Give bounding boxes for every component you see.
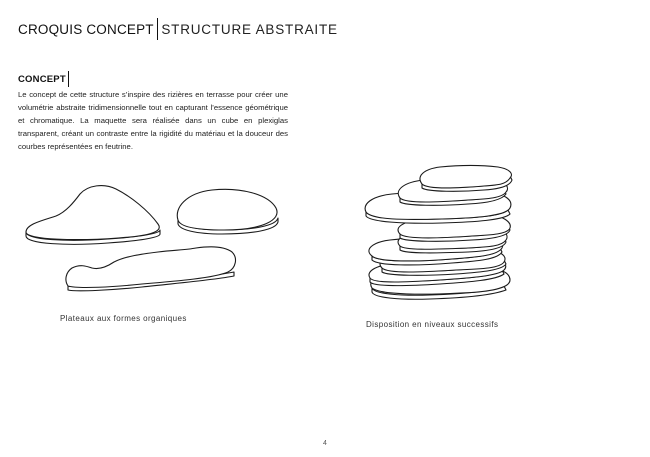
stacked-levels-sketch xyxy=(360,160,525,310)
plate-large xyxy=(26,186,160,245)
plate-elongated xyxy=(66,247,236,291)
right-figure-caption: Disposition en niveaux successifs xyxy=(366,320,499,329)
plate-oval xyxy=(177,189,278,234)
section-heading xyxy=(18,70,69,88)
concept-paragraph: Le concept de cette structure s’inspire des rizières en terrasse pour créer une volumétrie abstraite tridimensionnelle tout en capturant l’essence géométrique et chromatique. La maquette sera réalisée dans un cube en plexiglas transparent, créant un contraste entre la rigidité du matériau et la douceur des courbes représentées en feutrine. xyxy=(18,90,288,152)
heading-divider xyxy=(68,71,69,87)
page-subtitle: STRUCTURE ABSTRAITE xyxy=(161,21,338,37)
organic-plates-sketch xyxy=(18,180,288,295)
section-heading-text: CONCEPT xyxy=(18,73,66,85)
left-figure-caption: Plateaux aux formes organiques xyxy=(60,314,187,323)
page-header xyxy=(18,16,338,42)
page-number: 4 xyxy=(323,440,327,447)
title-divider xyxy=(157,18,159,40)
page-title: CROQUIS CONCEPT xyxy=(18,21,154,37)
layer-1 xyxy=(420,166,512,192)
